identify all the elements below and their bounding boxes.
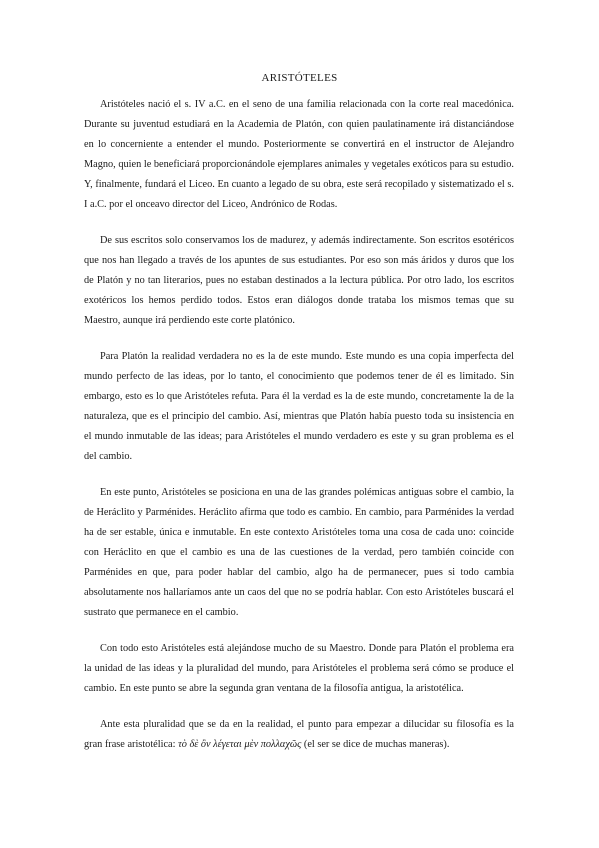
paragraph-4: En este punto, Aristóteles se posiciona en una de las grandes polémicas antiguas sobre el cambio, la de Heráclito y Parménides. Heráclito afirma que todo es cambio. En cambio, para Parménides la verdad ha de ser estable, única e inmutable. En este contexto Aristóteles toma una cosa de cada uno: coincide con Heráclito en que el cambio es una de las cuestiones de la verdad, pero también coincide con Parménides en que, para poder hablar del cambio, algo ha de permanecer, pues si todo cambia absolutamente nos hallaríamos ante un caos del que no se podría hablar. Con esto Aristóteles buscará el sustrato que permanece en el cambio.	[84, 487, 514, 618]
paragraph-1: Aristóteles nació el s. IV a.C. en el seno de una familia relacionada con la corte real macedónica. Durante su juventud estudiará en la Academia de Platón, con quien paulatinamente irá distanciándose en lo concerniente a entender el mundo. Posteriormente se convertirá en el instructor de Alejandro Magno, quien le beneficiará proporcionándole ejemplares animales y vegetales exóticos para su estudio. Y, finalmente, fundará el Liceo. En cuanto a legado de su obra, este será recopilado y sistematizado el s. I a.C. por el onceavo director del Liceo, Andrónico de Rodas.	[84, 99, 514, 210]
paragraph-3: Para Platón la realidad verdadera no es la de este mundo. Este mundo es una copia imperfecta del mundo perfecto de las ideas, por lo tanto, el conocimiento que podemos tener de él es limitado. Sin embargo, esto es lo que Aristóteles refuta. Para él la verdad es la de este mundo, concretamente la de la naturaleza, que es el principio del cambio. Así, mientras que Platón había puesto toda su insistencia en el mundo inmutable de las ideas; para Aristóteles el mundo verdadero es este y su gran problema es el del cambio.	[84, 351, 514, 462]
paragraph-6-tail: (el ser se dice de muchas maneras).	[301, 739, 450, 750]
paragraph-5: Con todo esto Aristóteles está alejándose mucho de su Maestro. Donde para Platón el problema era la unidad de las ideas y la pluralidad del mundo, para Aristóteles el problema será cómo se produce el cambio. En este punto se abre la segunda gran ventana de la filosofía antigua, la aristotélica.	[84, 643, 514, 694]
paragraph-6-lead: Ante esta pluralidad que se da en la realidad, el punto para empezar a dilucidar su filosofía es la gran frase aristotélica:	[84, 719, 514, 750]
document-title: ARISTÓTELES	[261, 72, 338, 84]
paragraph-2: De sus escritos solo conservamos los de madurez, y además indirectamente. Son escritos esotéricos que nos han llegado a través de los apuntes de sus estudiantes. Por eso son más áridos y duros que los de Platón y no tan literarios, pues no estaban destinados a la lectura pública. Por otro lado, los escritos exotéricos los hemos perdido todos. Estos eran diálogos donde trataba los mismos temas que su Maestro, aunque irá perdiendo este corte platónico.	[84, 235, 514, 326]
paragraph-6	[84, 715, 514, 755]
document-body	[84, 95, 514, 771]
greek-quote: τὸ δὲ ὂν λέγεται μὲν πολλαχῶς	[178, 739, 302, 750]
